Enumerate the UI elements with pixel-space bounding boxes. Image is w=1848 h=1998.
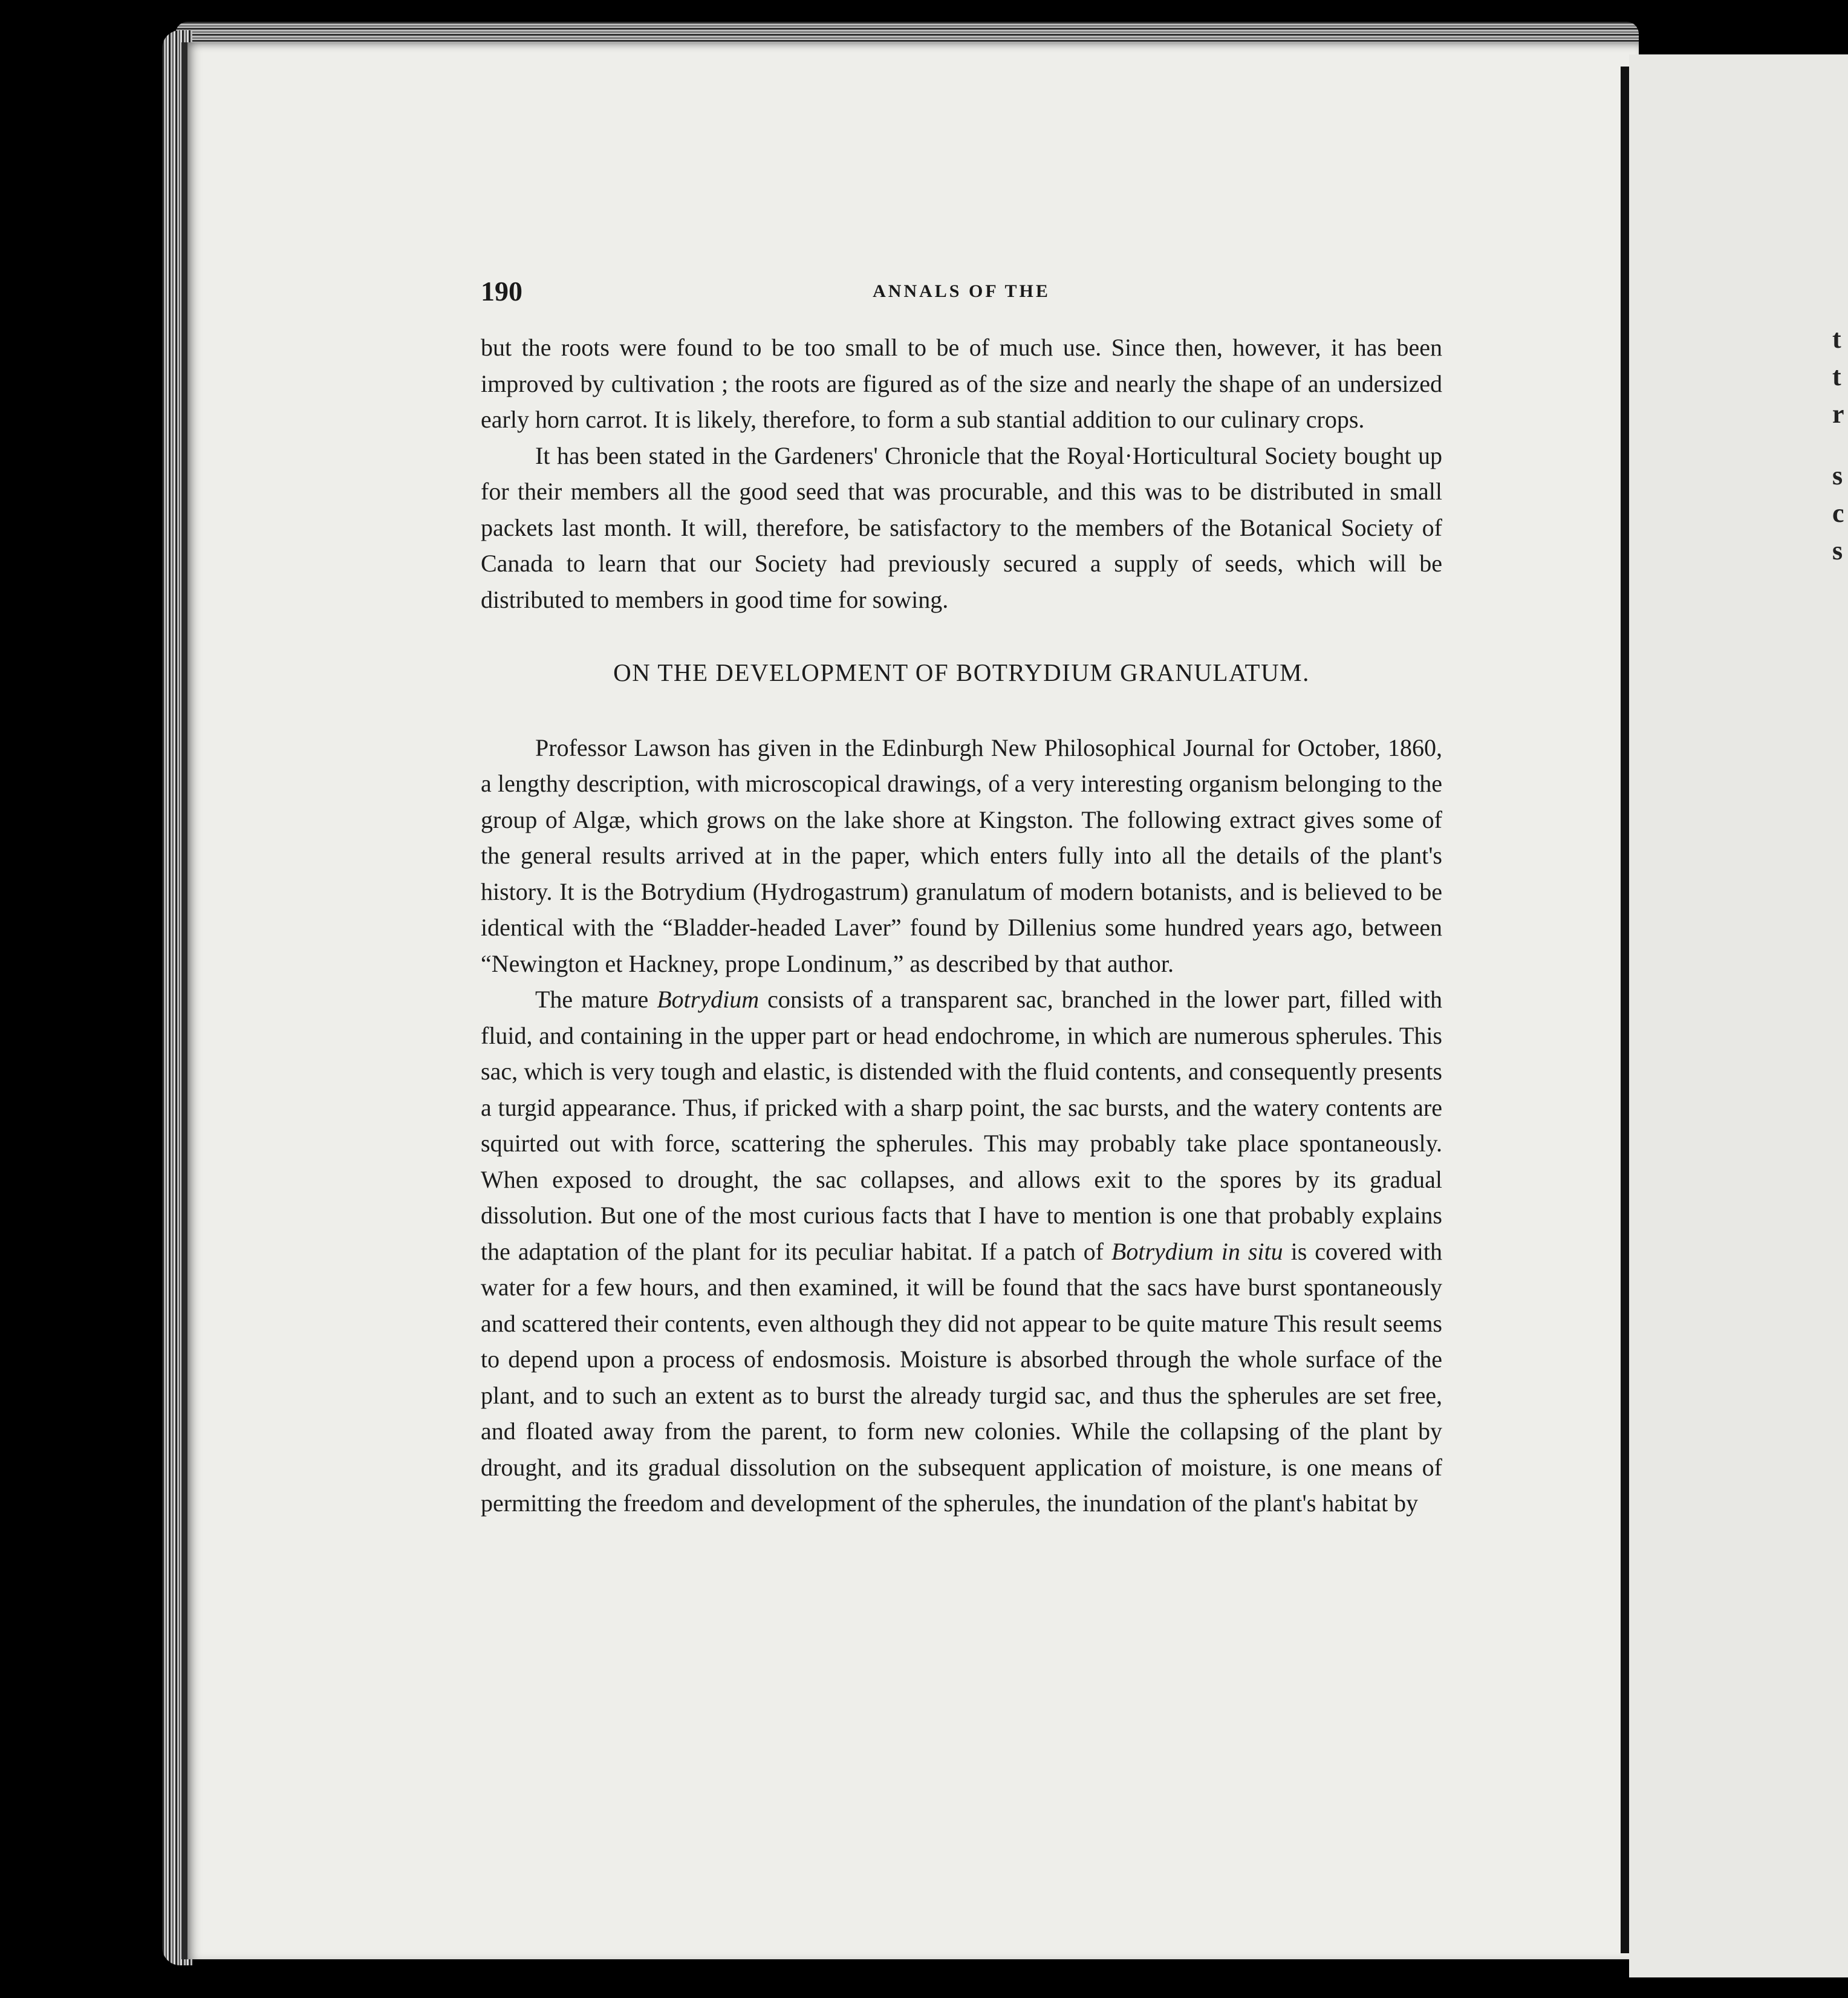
running-head: ANNALS OF THE bbox=[873, 281, 1050, 301]
edge-letter: t bbox=[1832, 324, 1841, 354]
article-paragraph-1: Professor Lawson has given in the Edinburgh New Philosophical Journal for October, 1860, a lengthy description, with microscopical drawings, of a very interesting organism belonging to the group of Algæ, which grows on the lake shore at Kingston. The following extract gives some of the general results arrived at in the paper, which enters fully into all the details of the plant's history. It is the Botrydium (Hydrogastrum) granulatum of modern botanists, and is believed to be identical with the “Bladder-headed Laver” found by Dillenius some hundred years ago, between “Newington et Hackney, prope Londinum,” as described by that author. bbox=[481, 734, 1442, 977]
edge-letter: r bbox=[1832, 399, 1844, 429]
page-body bbox=[481, 330, 1442, 1521]
italic-botrydium-in-situ: Botrydium in situ bbox=[1111, 1237, 1283, 1265]
page-header bbox=[481, 275, 1442, 311]
paragraph-text-1: consists of a transparent sac, branched in the lower part, filled with fluid, and containing in the upper part or head endochrome, in which are numerous spherules. This sac, which is very tough and elastic, is distended with the fluid contents, and consequently presents a turgid appearance. Thus, if pricked with a sharp point, the sac bursts, and the watery contents are squirted out with force, scattering the spherules. This may probably take place spontaneously. When exposed to drought, the sac collapses, and allows exit to the spores by its gradual dissolution. But one of the most curious facts that I have to mention is one that probably explains the adaptation of the plant for its peculiar habitat. If a patch of bbox=[481, 986, 1442, 1265]
edge-letter: t bbox=[1832, 362, 1841, 391]
paragraph-lead: The mature bbox=[535, 986, 657, 1013]
italic-botrydium: Botrydium bbox=[657, 986, 760, 1013]
facing-page bbox=[1629, 54, 1848, 1977]
society-paragraph: It has been stated in the Gardeners' Chronicle that the Royal·Horticultural Society bought up for their members all the good seed that was procurable, and this was to be distributed in small packets last month. It will, therefore, be satisfactory to the members of the Botanical Society of Canada to learn that our Society had previously secured a supply of seeds, which will be distributed to members in good time for sowing. bbox=[481, 441, 1442, 613]
paragraph-text-2: is covered with water for a few hours, and then examined, it will be found that the sacs have burst spontaneously and scattered their contents, even although they did not appear to be quite mature This result seems to depend upon a process of endosmosis. Moisture is absorbed through the whole surface of the plant, and to such an extent as to burst the already turgid sac, and thus the spherules are set free, and floated away from the parent, to form new colonies. While the collapsing of the plant by drought, and its gradual dissolution on the subsequent application of moisture, is one means of permitting the freedom and development of the spherules, the inundation of the plant's habitat by bbox=[481, 1237, 1442, 1517]
edge-letter: s bbox=[1832, 536, 1843, 565]
edge-letter: s bbox=[1832, 461, 1843, 490]
page-number: 190 bbox=[481, 276, 522, 307]
article-title: ON THE DEVELOPMENT OF BOTRYDIUM GRANULATUM. bbox=[613, 659, 1310, 686]
edge-letter: c bbox=[1832, 498, 1844, 528]
continuation-paragraph: but the roots were found to be too small to be of much use. Since then, however, it has been improved by cultivation ; the roots are figured as of the size and nearly the shape of an undersized early horn carrot. It is likely, therefore, to form a sub stantial addition to our culinary crops. bbox=[481, 334, 1442, 433]
facing-page-edge-letters bbox=[1832, 321, 1848, 570]
article-paragraph-2 bbox=[481, 981, 1442, 1521]
book-gutter bbox=[1621, 67, 1629, 1953]
